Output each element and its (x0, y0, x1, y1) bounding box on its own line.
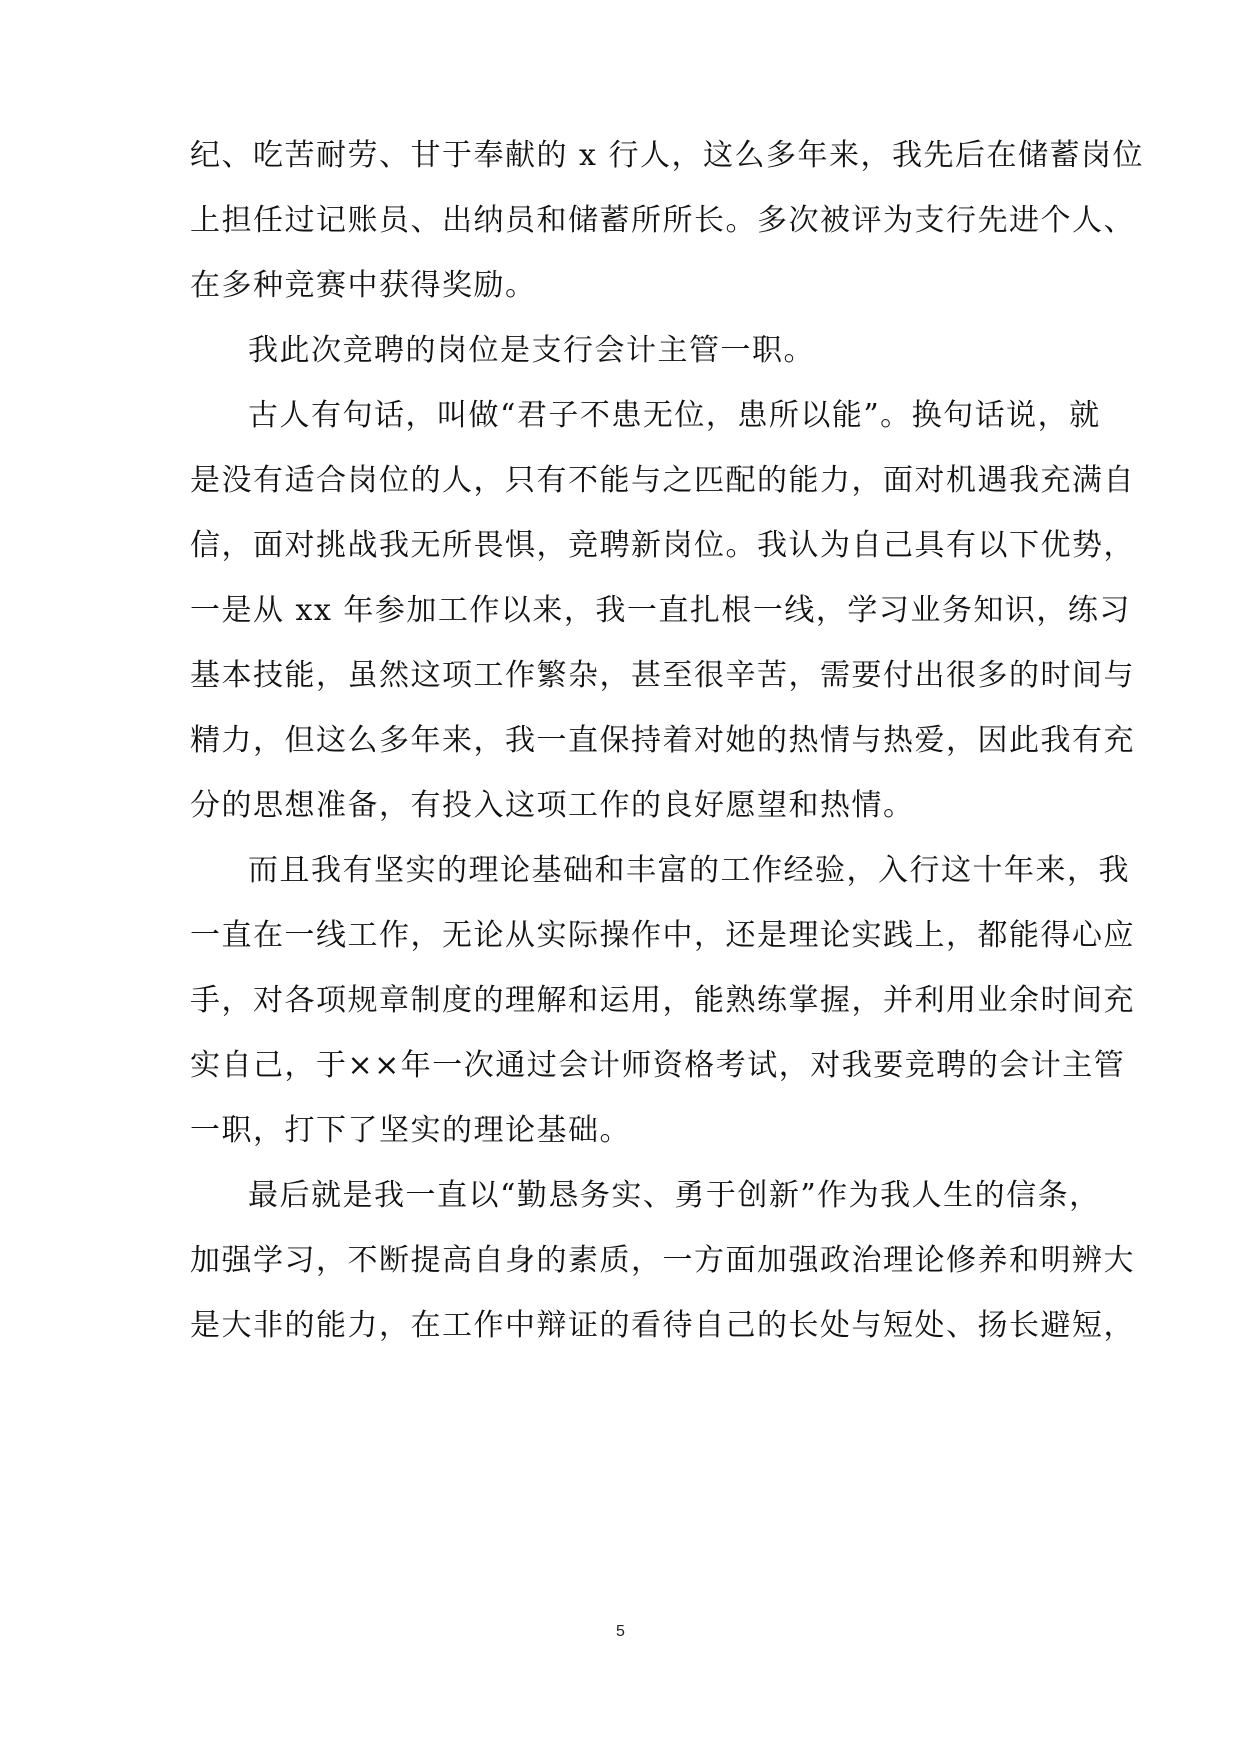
text-line: 一直在一线工作，无论从实际操作中，还是理论实践上，都能得心应 (190, 918, 1135, 953)
text-line: 一职，打下了坚实的理论基础。 (190, 1113, 631, 1148)
text-line: 在多种竞赛中获得奖励。 (190, 268, 537, 303)
text-line: 是大非的能力，在工作中辩证的看待自己的长处与短处、扬长避短， (190, 1308, 1135, 1343)
text-line: 一是从 xx 年参加工作以来，我一直扎根一线，学习业务知识，练习 (190, 593, 1131, 628)
text-line: 信，面对挑战我无所畏惧，竞聘新岗位。我认为自己具有以下优势， (190, 528, 1135, 563)
text-line: 上担任过记账员、出纳员和储蓄所所长。多次被评为支行先进个人、 (190, 203, 1135, 238)
text-line: 实自己，于××年一次通过会计师资格考试，对我要竞聘的会计主管 (190, 1048, 1126, 1083)
text-line: 加强学习，不断提高自身的素质，一方面加强政治理论修养和明辨大 (190, 1243, 1135, 1278)
text-line: 精力，但这么多年来，我一直保持着对她的热情与热爱，因此我有充 (190, 723, 1135, 758)
paragraph-start-line: 我此次竞聘的岗位是支行会计主管一职。 (248, 333, 815, 368)
text-line: 基本技能，虽然这项工作繁杂，甚至很辛苦，需要付出很多的时间与 (190, 658, 1135, 693)
text-line: 纪、吃苦耐劳、甘于奉献的 x 行人，这么多年来，我先后在储蓄岗位 (190, 138, 1144, 173)
paragraph-start-line: 而且我有坚实的理论基础和丰富的工作经验，入行这十年来，我 (248, 853, 1130, 888)
text-line: 是没有适合岗位的人，只有不能与之匹配的能力，面对机遇我充满自 (190, 463, 1135, 498)
paragraph-start-line: 古人有句话，叫做“君子不患无位，患所以能”。换句话说，就 (248, 398, 1101, 433)
paragraph-start-line: 最后就是我一直以“勤恳务实、勇于创新”作为我人生的信条， (248, 1178, 1101, 1213)
text-line: 分的思想准备，有投入这项工作的良好愿望和热情。 (190, 788, 915, 823)
text-line: 手，对各项规章制度的理解和运用，能熟练掌握，并利用业余时间充 (190, 983, 1135, 1018)
page-number: 5 (616, 1623, 625, 1640)
